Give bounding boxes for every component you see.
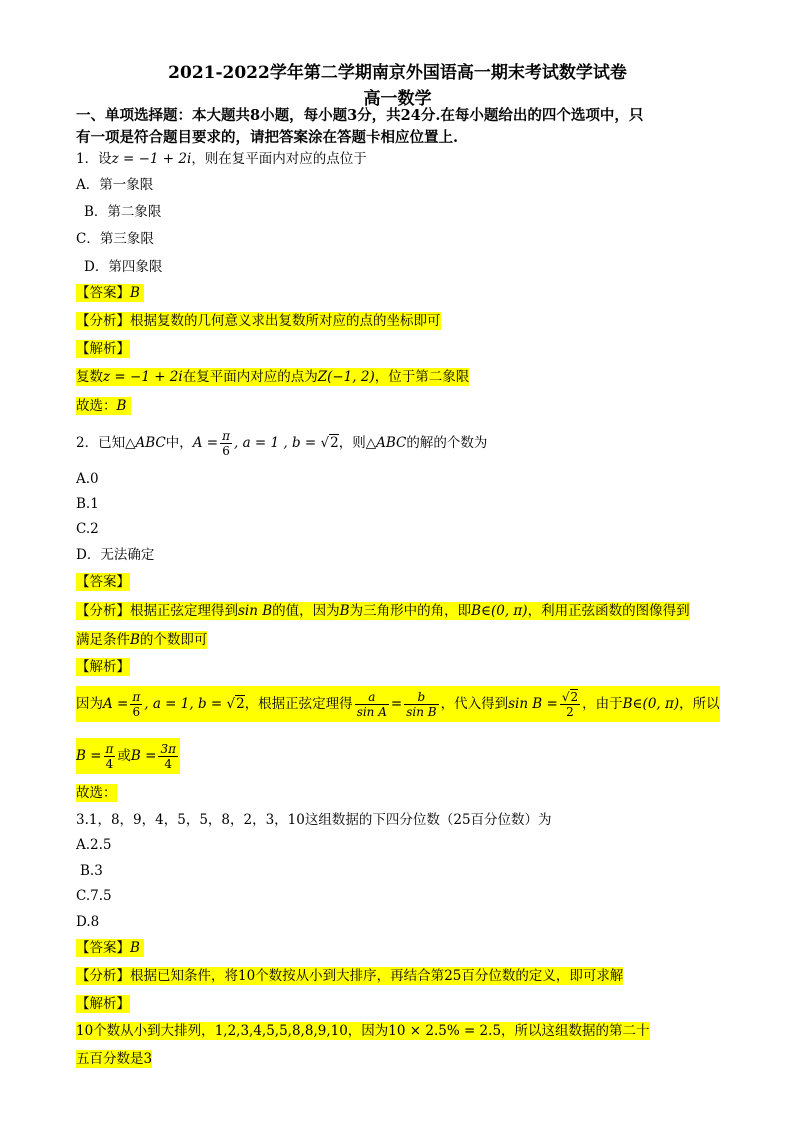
fraction-denominator: sin B bbox=[406, 705, 437, 719]
solution-angle: A = bbox=[103, 696, 129, 712]
analysis-text-6: 的个数即可 bbox=[139, 632, 208, 648]
solution-text-4: 五百分数是 bbox=[76, 1051, 144, 1067]
jiexi-label: 【解析】 bbox=[76, 996, 130, 1012]
fraction-denominator: 6 bbox=[132, 705, 141, 719]
q1-stem-text: 1．设 bbox=[76, 151, 112, 167]
solution-number: 10 bbox=[76, 1023, 94, 1039]
sqrt-value: 2 bbox=[236, 696, 245, 712]
jiexi-label: 【解析】 bbox=[76, 659, 130, 675]
analysis-label: 【分析】 bbox=[76, 313, 130, 329]
section-heading: 一、单项选择题：本大题共8小题，每小题3分，共24分.在每小题给出的四个选项中，只 bbox=[76, 107, 644, 124]
q1-choose bbox=[76, 397, 131, 415]
solution-list: 1,2,3,4,5,5,8,8,9,10 bbox=[214, 1023, 348, 1039]
fraction-denominator: 4 bbox=[164, 757, 173, 771]
analysis-text: 根据复数的几何意义求出复数所对应的点的坐标即可 bbox=[130, 313, 441, 329]
q2-triangle-2: △ABC bbox=[365, 435, 407, 451]
q2-sides: , a = 1 , b = bbox=[233, 435, 321, 451]
analysis-number-2: 25 bbox=[444, 968, 462, 984]
q3-solution-cont bbox=[76, 1050, 152, 1068]
solution-text: 复数 bbox=[76, 369, 103, 385]
analysis-formula: sin B bbox=[238, 603, 273, 619]
fraction-numerator: 3π bbox=[160, 742, 176, 756]
analysis-label: 【分析】 bbox=[76, 968, 130, 984]
q1-formula: z = −1 + 2i bbox=[111, 151, 192, 167]
solution-text-3: ，位于第二象限 bbox=[374, 369, 470, 385]
analysis-number: 10 bbox=[238, 968, 256, 984]
q2-stem: 2．已知△ABC中，A = $\frac{\pi}{6}$ , a = 1 , b = √2，则△ABC的解的个数为 bbox=[76, 429, 488, 458]
q1-stem-text-2: ，则在复平面内对应的点位于 bbox=[191, 151, 367, 167]
q1-stem bbox=[76, 150, 367, 168]
solution-calc: 10 × 2.5% = 2.5 bbox=[388, 1023, 502, 1039]
analysis-text-5: 满足条件 bbox=[76, 632, 130, 648]
q2-option-c: C.2 bbox=[76, 521, 99, 537]
analysis-text: 根据已知条件，将 bbox=[130, 968, 238, 984]
analysis-text-2: 个数按从小到大排序，再结合第 bbox=[255, 968, 445, 984]
choose-label: 故选： bbox=[76, 785, 117, 801]
q2-answer bbox=[76, 573, 130, 591]
solution-number-2: 3 bbox=[143, 1051, 153, 1067]
q3-stem: 3.1，8，9，4，5，5，8，2，3，10这组数据的下四分位数（25百分位数）为 bbox=[76, 812, 552, 828]
solution-or: 或 bbox=[117, 748, 131, 764]
fraction-denominator: sin A bbox=[356, 705, 387, 719]
answer-label: 【答案】 bbox=[76, 285, 130, 301]
q2-jiexi bbox=[76, 658, 130, 676]
fraction-denominator: 6 bbox=[222, 444, 230, 458]
q2-solution-cont bbox=[76, 738, 180, 774]
q2-stem-text-3: ，则 bbox=[338, 435, 366, 451]
q3-analysis bbox=[76, 967, 623, 985]
section-heading-cont: 有一项是符合题目要求的，请把答案涂在答题卡相应位置上. bbox=[76, 129, 459, 146]
sqrt-value: 2 bbox=[330, 435, 339, 451]
q1-option-c: C．第三象限 bbox=[76, 231, 154, 247]
q3-option-a: A.2.5 bbox=[76, 837, 112, 853]
q3-option-c: C.7.5 bbox=[76, 888, 112, 904]
solution-text-4: ，由于 bbox=[582, 686, 623, 722]
page-title: 2021-2022学年第二学期南京外国语高一期末考试数学试卷 bbox=[168, 63, 627, 83]
q1-jiexi bbox=[76, 340, 130, 358]
analysis-text-3: 百分位数的定义，即可求解 bbox=[461, 968, 624, 984]
q1-option-b: B．第二象限 bbox=[84, 204, 162, 220]
solution-text-2: ，因为 bbox=[347, 1023, 389, 1039]
analysis-var-2: B bbox=[130, 632, 140, 648]
solution-text: 个数从小到大排列， bbox=[93, 1023, 215, 1039]
q1-analysis bbox=[76, 312, 441, 330]
q3-solution bbox=[76, 1022, 650, 1040]
analysis-var: B bbox=[339, 603, 350, 619]
solution-interval: B∈(0, π) bbox=[623, 686, 680, 722]
analysis-text-2: 的值，因为 bbox=[272, 603, 340, 619]
q1-solution bbox=[76, 368, 469, 386]
q1-option-a: A．第一象限 bbox=[76, 177, 154, 193]
q2-angle-a: A = bbox=[192, 435, 219, 451]
q3-option-d: D.8 bbox=[76, 914, 100, 930]
fraction-numerator: π bbox=[105, 742, 114, 756]
fraction-denominator: 2 bbox=[566, 705, 574, 719]
q2-option-b: B.1 bbox=[76, 496, 99, 512]
q2-stem-text: 2．已知 bbox=[76, 435, 126, 451]
q2-stem-text-4: 的解的个数为 bbox=[406, 435, 488, 451]
solution-text-3: ，代入得到 bbox=[441, 686, 509, 722]
q2-choose bbox=[76, 784, 117, 802]
solution-sides: , a = 1, b = bbox=[144, 696, 227, 712]
q2-analysis bbox=[76, 602, 690, 620]
q2-solution: 因为A = $\frac{\pi}{6}$ , a = 1, b = √2，根据正弦定理得 $\frac{a}{\text{sin A}}$ = $\frac{b}{\text{sin B}}$ ，代入得到sin B = $\frac{√2}{2}$ ，由于B∈(0, π)，所以 bbox=[76, 686, 720, 722]
answer-label: 【答案】 bbox=[76, 574, 130, 590]
solution-text-2: 在复平面内对应的点为 bbox=[182, 369, 318, 385]
choose-label: 故选： bbox=[76, 398, 117, 414]
solution-text: 因为 bbox=[76, 696, 103, 712]
fraction-numerator: π bbox=[132, 690, 141, 704]
q2-option-a: A.0 bbox=[76, 471, 99, 487]
q3-option-b: B.3 bbox=[80, 863, 103, 879]
solution-formula: z = −1 + 2i bbox=[103, 369, 183, 385]
solution-text-5: ，所以 bbox=[679, 686, 720, 722]
solution-point: Z(−1, 2) bbox=[317, 369, 375, 385]
analysis-interval: B∈(0, π) bbox=[471, 603, 528, 619]
q2-triangle: △ABC bbox=[125, 435, 166, 451]
solution-b2: B = bbox=[130, 748, 157, 764]
solution-sinb: sin B = bbox=[508, 696, 558, 712]
analysis-text-3: 为三角形中的角，即 bbox=[349, 603, 472, 619]
analysis-text-4: ，利用正弦函数的图像得到 bbox=[527, 603, 690, 619]
q1-answer bbox=[76, 284, 144, 302]
answer-value: B bbox=[130, 940, 140, 956]
fraction-denominator: 4 bbox=[105, 757, 114, 771]
answer-label: 【答案】 bbox=[76, 940, 130, 956]
choose-value: B bbox=[116, 398, 127, 414]
q2-analysis-cont bbox=[76, 631, 207, 649]
fraction-numerator: b bbox=[404, 690, 438, 705]
jiexi-label: 【解析】 bbox=[76, 341, 130, 357]
solution-text-2: ，根据正弦定理得 bbox=[245, 686, 353, 722]
sqrt-value: 2 bbox=[570, 690, 579, 704]
q3-answer bbox=[76, 939, 144, 957]
solution-b1: B = bbox=[76, 748, 102, 764]
solution-text-3: ，所以这组数据的第二十 bbox=[501, 1023, 650, 1039]
q2-stem-text-2: 中， bbox=[165, 435, 193, 451]
analysis-text: 根据正弦定理得到 bbox=[130, 603, 238, 619]
q1-option-d: D．第四象限 bbox=[84, 259, 163, 275]
q3-jiexi bbox=[76, 995, 130, 1013]
q2-option-d: D．无法确定 bbox=[76, 547, 155, 563]
page-subtitle: 高一数学 bbox=[363, 89, 432, 109]
fraction-numerator: a bbox=[355, 690, 389, 705]
answer-value: B bbox=[130, 285, 140, 301]
fraction-numerator: π bbox=[222, 429, 230, 443]
analysis-label: 【分析】 bbox=[76, 603, 130, 619]
